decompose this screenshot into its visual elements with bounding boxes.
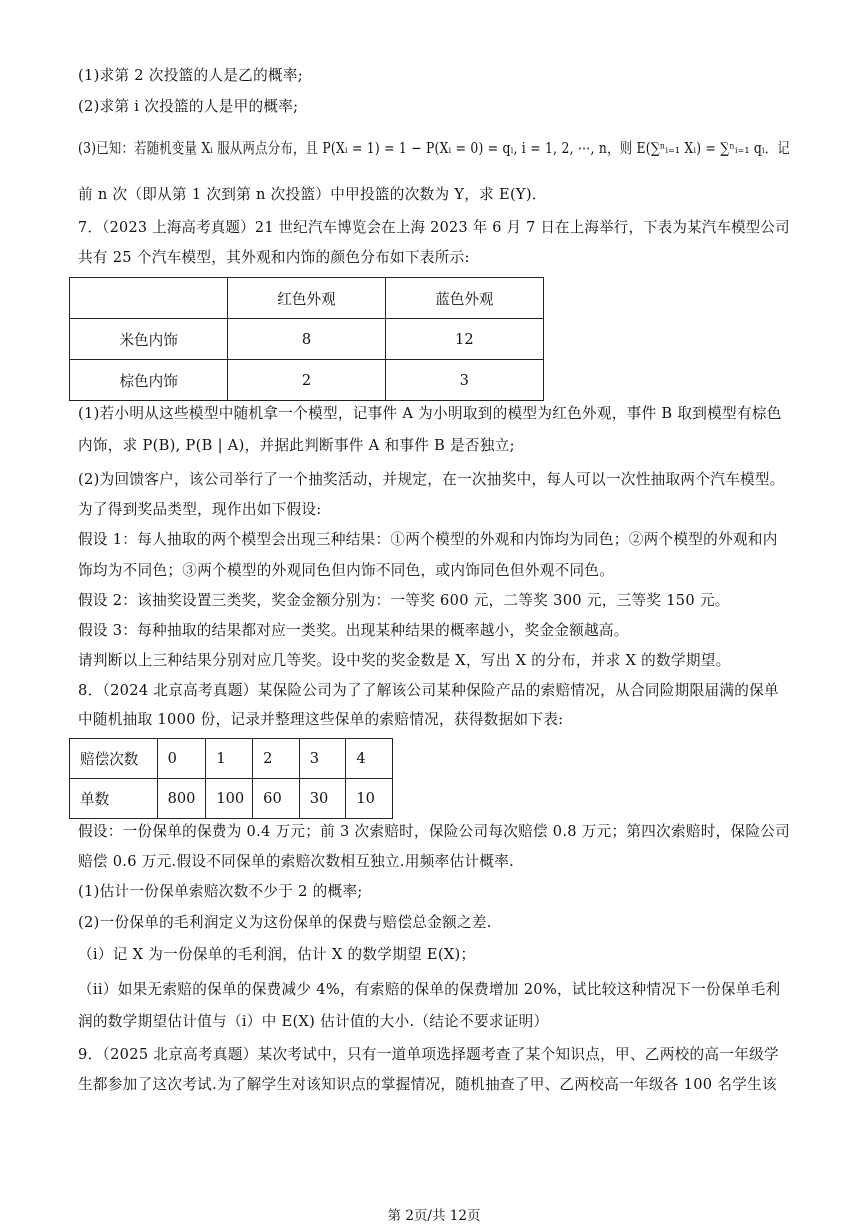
q7-part2-line2: 为了得到奖品类型，现作出如下假设: bbox=[78, 501, 322, 518]
q8-assumption-line2: 赔偿 0.6 万元.假设不同保单的索赔次数相互独立.用频率估计概率. bbox=[78, 853, 515, 870]
q6-part2: (2)求第 i 次投篮的人是甲的概率; bbox=[78, 98, 299, 115]
table-cell: 0 bbox=[157, 739, 206, 779]
q6-part1: (1)求第 2 次投篮的人是乙的概率; bbox=[78, 67, 303, 84]
claims-frequency-table bbox=[69, 738, 393, 819]
table-cell: 10 bbox=[346, 779, 393, 819]
q8-part2-ii-line2: 润的数学期望估计值与（i）中 E(X) 估计值的大小.（结论不要求证明） bbox=[78, 1013, 549, 1030]
q7-assumption1-line1: 假设 1：每人抽取的两个模型会出现三种结果：①两个模型的外观和内饰均为同色；②两个模型的外观和内 bbox=[78, 531, 778, 548]
table-row-label: 米色内饰 bbox=[70, 319, 228, 360]
table-header-row bbox=[70, 278, 544, 319]
table-cell: 60 bbox=[253, 779, 300, 819]
table-cell: 8 bbox=[228, 319, 385, 360]
q9-heading-line1: 9．（2025 北京高考真题）某次考试中，只有一道单项选择题考查了某个知识点，甲、乙两校的高一年级学 bbox=[78, 1046, 779, 1063]
q8-part1: (1)估计一份保单索赔次数不少于 2 的概率; bbox=[78, 883, 363, 900]
q7-heading-line2: 共有 25 个汽车模型，其外观和内饰的颜色分布如下表所示: bbox=[78, 249, 470, 266]
table-cell: 3 bbox=[299, 739, 346, 779]
table-cell: 2 bbox=[253, 739, 300, 779]
table-cell: 30 bbox=[299, 779, 346, 819]
q7-assumption1-line2: 饰均为不同色；③两个模型的外观同色但内饰不同色，或内饰同色但外观不同色。 bbox=[78, 562, 615, 579]
page-number: 第 2页/共 12页 bbox=[387, 1208, 481, 1224]
table-row-label: 单数 bbox=[70, 779, 158, 819]
q7-assumption3: 假设 3：每种抽取的结果都对应一类奖。出现某种结果的概率越小，奖金金额越高。 bbox=[78, 622, 629, 639]
table-cell: 2 bbox=[228, 360, 385, 401]
car-model-color-table bbox=[69, 277, 544, 401]
table-row bbox=[70, 360, 544, 401]
q7-part2-line1: (2)为回馈客户，该公司举行了一个抽奖活动，并规定，在一次抽奖中，每人可以一次性抽取两个汽车模型。 bbox=[78, 471, 785, 488]
table-row-label: 棕色内饰 bbox=[70, 360, 228, 401]
q6-part3-line1: (3)已知：若随机变量 Xᵢ 服从两点分布，且 P(Xᵢ = 1) = 1 − P(Xᵢ = 0) = qᵢ, i = 1, 2, ⋯, n，则 E(∑ⁿᵢ₌₁ Xᵢ) = ∑ⁿᵢ₌₁ qᵢ．记 bbox=[78, 140, 790, 157]
q7-question: 请判断以上三种结果分别对应几等奖。设中奖的奖金数是 X，写出 X 的分布，并求 X 的数学期望。 bbox=[78, 652, 731, 669]
table-header-cell: 蓝色外观 bbox=[385, 278, 543, 319]
q8-part2-i: （i）记 X 为一份保单的毛利润，估计 X 的数学期望 E(X)； bbox=[78, 946, 476, 963]
q8-part2-ii-line1: （ii）如果无索赔的保单的保费减少 4%，有索赔的保单的保费增加 20%，试比较这种情况下一份保单毛利 bbox=[78, 981, 781, 998]
q9-heading-line2: 生都参加了这次考试.为了解学生对该知识点的掌握情况，随机抽查了甲、乙两校高一年级各 100 名学生该 bbox=[78, 1076, 777, 1093]
table-header-cell: 红色外观 bbox=[228, 278, 385, 319]
q6-part3-line2: 前 n 次（即从第 1 次到第 n 次投篮）中甲投篮的次数为 Y，求 E(Y)． bbox=[78, 186, 547, 203]
table-cell: 4 bbox=[346, 739, 393, 779]
q7-part1-line2: 内饰，求 P(B), P(B | A)，并据此判断事件 A 和事件 B 是否独立; bbox=[78, 437, 515, 454]
q8-assumption-line1: 假设：一份保单的保费为 0.4 万元；前 3 次索赔时，保险公司每次赔偿 0.8 万元；第四次索赔时，保险公司 bbox=[78, 823, 790, 840]
q7-heading-line1: 7．（2023 上海高考真题）21 世纪汽车博览会在上海 2023 年 6 月 7 日在上海举行，下表为某汽车模型公司 bbox=[78, 219, 790, 236]
q7-part1-line1: (1)若小明从这些模型中随机拿一个模型，记事件 A 为小明取到的模型为红色外观，事件 B 取到模型有棕色 bbox=[78, 405, 782, 422]
table-cell: 1 bbox=[206, 739, 253, 779]
table-cell: 100 bbox=[206, 779, 253, 819]
q7-assumption2: 假设 2：该抽奖设置三类奖，奖金金额分别为：一等奖 600 元，二等奖 300 元，三等奖 150 元。 bbox=[78, 592, 730, 609]
q8-heading-line2: 中随机抽取 1000 份，记录并整理这些保单的索赔情况，获得数据如下表: bbox=[78, 711, 564, 728]
table-row bbox=[70, 319, 544, 360]
q8-part2: (2)一份保单的毛利润定义为这份保单的保费与赔偿总金额之差. bbox=[78, 914, 492, 931]
q8-heading-line1: 8．（2024 北京高考真题）某保险公司为了了解该公司某种保险产品的索赔情况，从合同险期限届满的保单 bbox=[78, 682, 779, 699]
table-cell: 12 bbox=[385, 319, 543, 360]
table-cell: 800 bbox=[157, 779, 206, 819]
table-cell bbox=[70, 278, 228, 319]
table-row-label: 赔偿次数 bbox=[70, 739, 158, 779]
table-row bbox=[70, 739, 393, 779]
table-row bbox=[70, 779, 393, 819]
table-cell: 3 bbox=[385, 360, 543, 401]
